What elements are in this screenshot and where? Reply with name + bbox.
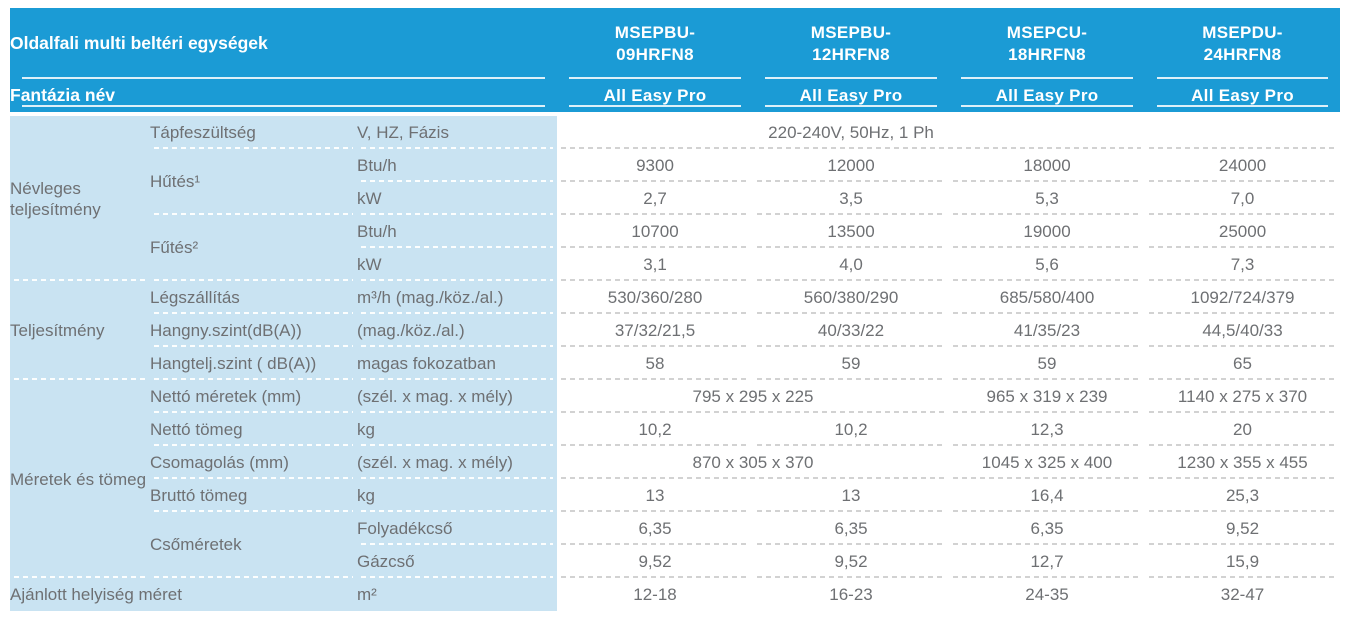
- value-cell: 685/580/400: [949, 281, 1145, 314]
- row-unit: Gázcső: [357, 545, 557, 578]
- value-cell: 1045 x 325 x 400: [949, 446, 1145, 479]
- value-cell: 6,35: [753, 512, 949, 545]
- row-label-csomeretek: Csőméretek: [150, 512, 357, 578]
- value-cell: 9,52: [557, 545, 753, 578]
- value-cell: 12,7: [949, 545, 1145, 578]
- table-row-tapfeszultseg: [10, 116, 1340, 149]
- value-cell: 10,2: [753, 413, 949, 446]
- fantasy-value: All Easy Pro: [753, 79, 949, 112]
- row-label: Nettó méretek (mm): [150, 380, 357, 413]
- value-cell: 870 x 305 x 370: [557, 446, 949, 479]
- table-row-legszallitas: [10, 281, 1340, 314]
- value-cell: [1145, 116, 1340, 149]
- value-cell: 41/35/23: [949, 314, 1145, 347]
- fantasy-value: All Easy Pro: [557, 79, 753, 112]
- row-label: Légszállítás: [150, 281, 357, 314]
- table-row-netto-tomeg: [10, 413, 1340, 446]
- row-label: Tápfeszültség: [150, 116, 357, 149]
- value-cell: 13: [753, 479, 949, 512]
- value-cell: 19000: [949, 215, 1145, 248]
- table-row-folyadekcso: [10, 512, 1340, 545]
- value-cell: 530/360/280: [557, 281, 753, 314]
- row-label: Ajánlott helyiség méret: [10, 578, 357, 611]
- table-row-netto-meretek: [10, 380, 1340, 413]
- value-cell: 32-47: [1145, 578, 1340, 611]
- row-unit: kW: [357, 182, 557, 215]
- row-unit: kg: [357, 479, 557, 512]
- model-name-line: 12HRFN8: [812, 44, 890, 64]
- value-cell: 1230 x 355 x 455: [1145, 446, 1340, 479]
- value-cell: 5,3: [949, 182, 1145, 215]
- value-cell: 18000: [949, 149, 1145, 182]
- value-cell: 44,5/40/33: [1145, 314, 1340, 347]
- table-row-hangteljszint: [10, 347, 1340, 380]
- value-cell: 7,0: [1145, 182, 1340, 215]
- group-label-nominal: Névleges teljesítmény: [10, 116, 150, 281]
- fantasy-name-label: Fantázia név: [10, 79, 557, 112]
- header-row-models: [10, 8, 1340, 79]
- value-cell: 12000: [753, 149, 949, 182]
- row-label-hutes: Hűtés¹: [150, 149, 357, 215]
- value-cell: 58: [557, 347, 753, 380]
- value-cell: 9300: [557, 149, 753, 182]
- model-name-line: MSEPBU-: [614, 22, 696, 42]
- value-cell: 20: [1145, 413, 1340, 446]
- model-name-line: MSEPBU-: [810, 22, 892, 42]
- value-cell: 4,0: [753, 248, 949, 281]
- table-row-ajanlott: [10, 578, 1340, 611]
- model-name-line: MSEPCU-: [1006, 22, 1088, 42]
- row-label-futes: Fűtés²: [150, 215, 357, 281]
- value-cell: 65: [1145, 347, 1340, 380]
- value-cell: 40/33/22: [753, 314, 949, 347]
- row-unit: m³/h (mag./köz./al.): [357, 281, 557, 314]
- value-cell: 965 x 319 x 239: [949, 380, 1145, 413]
- value-cell: 59: [949, 347, 1145, 380]
- row-label: Csomagolás (mm): [150, 446, 357, 479]
- row-unit: magas fokozatban: [357, 347, 557, 380]
- value-cell: 16,4: [949, 479, 1145, 512]
- fantasy-value: All Easy Pro: [1145, 79, 1340, 112]
- value-cell: 1092/724/379: [1145, 281, 1340, 314]
- row-unit: Btu/h: [357, 149, 557, 182]
- value-cell: 16-23: [753, 578, 949, 611]
- table-row-futes-btu: [10, 215, 1340, 248]
- value-cell: 7,3: [1145, 248, 1340, 281]
- table-title: Oldalfali multi beltéri egységek: [10, 8, 557, 79]
- value-cell: 13: [557, 479, 753, 512]
- value-cell: 560/380/290: [753, 281, 949, 314]
- value-cell: 59: [753, 347, 949, 380]
- value-cell: 3,5: [753, 182, 949, 215]
- row-label: Hangtelj.szint ( dB(A)): [150, 347, 357, 380]
- table-row-hutes-btu: [10, 149, 1340, 182]
- value-cell: 3,1: [557, 248, 753, 281]
- model-header-3: [949, 8, 1145, 79]
- row-unit: kW: [357, 248, 557, 281]
- model-name-line: 09HRFN8: [616, 44, 694, 64]
- value-cell: 37/32/21,5: [557, 314, 753, 347]
- value-cell: 9,52: [1145, 512, 1340, 545]
- header-row-fantasy: [10, 79, 1340, 112]
- row-unit: Btu/h: [357, 215, 557, 248]
- row-unit: Folyadékcső: [357, 512, 557, 545]
- row-label: Bruttó tömeg: [150, 479, 357, 512]
- value-cell-voltage: 220-240V, 50Hz, 1 Ph: [557, 116, 1145, 149]
- value-cell: 12-18: [557, 578, 753, 611]
- group-label-performance: Teljesítmény: [10, 281, 150, 380]
- value-cell: 10700: [557, 215, 753, 248]
- table-row-hangnyszint: [10, 314, 1340, 347]
- fantasy-value: All Easy Pro: [949, 79, 1145, 112]
- model-name-line: 18HRFN8: [1008, 44, 1086, 64]
- value-cell: 25000: [1145, 215, 1340, 248]
- table-row-brutto-tomeg: [10, 479, 1340, 512]
- value-cell: 6,35: [949, 512, 1145, 545]
- model-header-1: [557, 8, 753, 79]
- value-cell: 13500: [753, 215, 949, 248]
- row-label: Hangny.szint(dB(A)): [150, 314, 357, 347]
- model-header-2: [753, 8, 949, 79]
- value-cell: 9,52: [753, 545, 949, 578]
- value-cell: 24-35: [949, 578, 1145, 611]
- value-cell: 10,2: [557, 413, 753, 446]
- value-cell: 15,9: [1145, 545, 1340, 578]
- value-cell: 12,3: [949, 413, 1145, 446]
- value-cell: 6,35: [557, 512, 753, 545]
- row-unit: (szél. x mag. x mély): [357, 446, 557, 479]
- row-unit: m²: [357, 578, 557, 611]
- table-row-csomagolas: [10, 446, 1340, 479]
- value-cell: 25,3: [1145, 479, 1340, 512]
- model-header-4: [1145, 8, 1340, 79]
- value-cell: 1140 x 275 x 370: [1145, 380, 1340, 413]
- value-cell: 2,7: [557, 182, 753, 215]
- row-unit: (szél. x mag. x mély): [357, 380, 557, 413]
- group-label-dimensions: Méretek és tömeg: [10, 380, 150, 578]
- indoor-units-spec-table: [10, 8, 1340, 611]
- value-cell: 795 x 295 x 225: [557, 380, 949, 413]
- row-unit: (mag./köz./al.): [357, 314, 557, 347]
- model-name-line: 24HRFN8: [1203, 44, 1282, 64]
- model-name-line: MSEPDU-: [1202, 22, 1283, 42]
- row-unit: kg: [357, 413, 557, 446]
- value-cell: 24000: [1145, 149, 1340, 182]
- value-cell: 5,6: [949, 248, 1145, 281]
- row-unit: V, HZ, Fázis: [357, 116, 557, 149]
- row-label: Nettó tömeg: [150, 413, 357, 446]
